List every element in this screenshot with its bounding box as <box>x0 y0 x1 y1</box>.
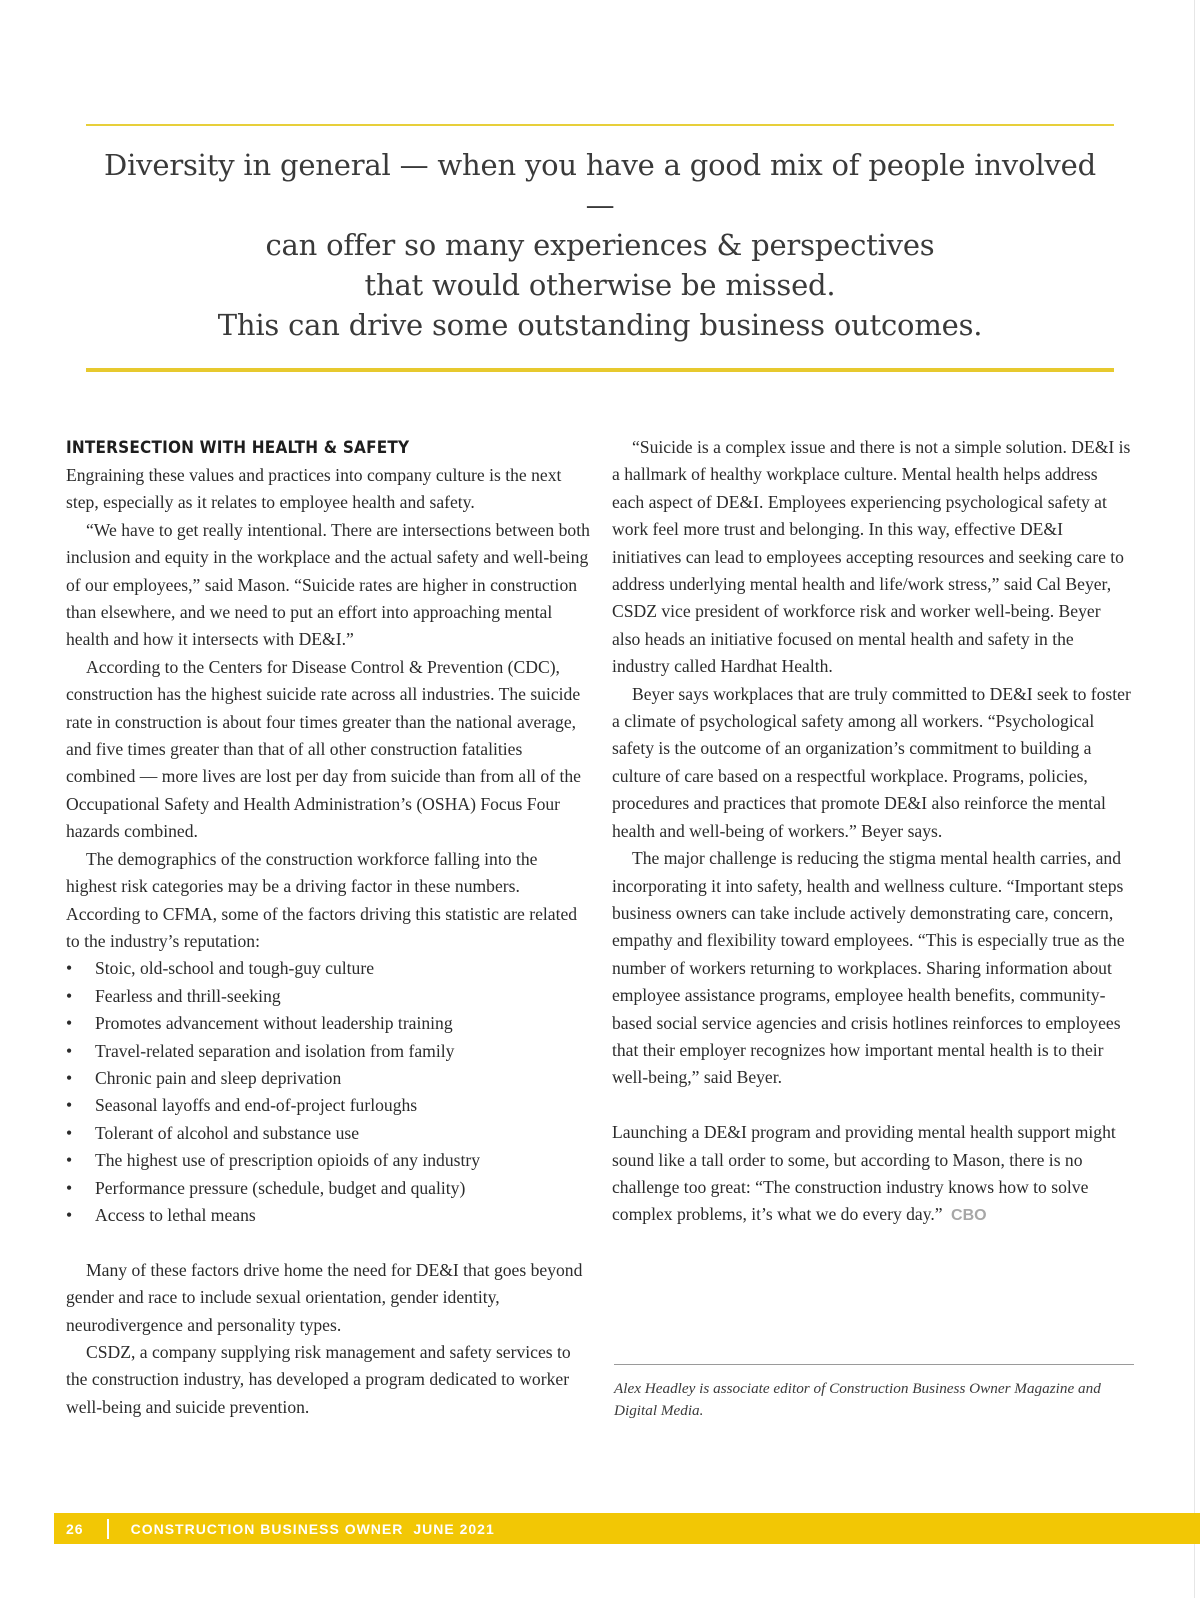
list-item <box>66 1038 590 1065</box>
page-number: 26 <box>66 1520 84 1537</box>
closing-paragraph-text: Launching a DE&I program and providing mental health support might sound like a tall order to some, but according to Mason, there is no challenge too great: “The construction industry knows how to solve complex problems, it’s what we do every day.” <box>612 1122 1116 1225</box>
pull-quote-line: that would otherwise be missed. <box>364 268 836 302</box>
list-item-text: Travel-related separation and isolation from family <box>95 1040 455 1061</box>
byline-rule <box>614 1364 1134 1365</box>
footer-divider <box>107 1519 109 1539</box>
list-item <box>66 1120 590 1147</box>
list-item <box>66 1175 590 1202</box>
closing-paragraph <box>612 1119 1132 1230</box>
spacer <box>612 1092 1132 1119</box>
bullet-icon: • <box>66 1040 73 1061</box>
footer-bar <box>54 1513 1200 1544</box>
bullet-icon: • <box>66 1150 73 1171</box>
author-byline <box>614 1364 1134 1422</box>
paragraph: CSDZ, a company supplying risk management and safety services to the construction industry, has developed a program dedicated to worker well-being and suicide prevention. <box>66 1341 571 1417</box>
bullet-icon: • <box>66 1177 73 1198</box>
page-edge-line <box>1194 0 1195 1598</box>
bullet-icon: • <box>66 1013 73 1034</box>
risk-factor-list <box>66 955 590 1229</box>
list-item-text: The highest use of prescription opioids of any industry <box>95 1150 481 1171</box>
pull-quote-bottom-rule <box>86 368 1114 372</box>
list-item-text: Promotes advancement without leadership training <box>95 1013 453 1034</box>
list-item <box>66 1092 590 1119</box>
list-item <box>66 955 590 982</box>
list-item-text: Stoic, old-school and tough-guy culture <box>95 958 375 979</box>
paragraph: Beyer says workplaces that are truly committed to DE&I seek to foster a climate of psychological safety among all workers. “Psychological safety is the outcome of an organization’s commitment to building a culture of care based on a respectful workplace. Programs, policies, procedures and practices that promote DE&I also reinforce the mental health and well-being of workers.” Beyer says. <box>612 683 1131 841</box>
list-item <box>66 1065 590 1092</box>
bullet-icon: • <box>66 1067 73 1088</box>
section-heading: INTERSECTION WITH HEALTH & SAFETY <box>66 438 410 458</box>
list-item <box>66 1010 590 1037</box>
byline-text: Alex Headley is associate editor of Construction Business Owner Magazine and Digital Media. <box>614 1380 1101 1419</box>
pull-quote-line: This can drive some outstanding business outcomes. <box>217 308 983 342</box>
pull-quote <box>86 124 1114 372</box>
pull-quote-text <box>86 126 1114 368</box>
cbo-end-mark: CBO <box>951 1207 987 1225</box>
right-column <box>612 434 1132 1230</box>
pull-quote-line: Diversity in general — when you have a good mix of people involved — <box>104 148 1096 222</box>
paragraph: Many of these factors drive home the need for DE&I that goes beyond gender and race to include sexual orientation, gender identity, neurodivergence and personality types. <box>66 1259 583 1335</box>
bullet-icon: • <box>66 985 73 1006</box>
left-column <box>66 434 590 1421</box>
publication-name: CONSTRUCTION BUSINESS OWNER <box>130 1520 404 1537</box>
paragraph: The demographics of the construction workforce falling into the highest risk categories may be a driving factor in these numbers. According to CFMA, some of the factors driving this statistic are related to the industry’s reputation: <box>66 848 578 951</box>
paragraph: According to the Centers for Disease Control & Prevention (CDC), construction has the highest suicide rate across all industries. The suicide rate in construction is about four times greater than the national average, and five times greater than that of all other construction fatalities combined — more lives are lost per day from suicide than from all of the Occupational Safety and Health Administration’s (OSHA) Focus Four hazards combined. <box>66 656 581 842</box>
pull-quote-line: can offer so many experiences & perspectives <box>265 228 935 262</box>
list-item-text: Tolerant of alcohol and substance use <box>95 1122 360 1143</box>
list-item-text: Performance pressure (schedule, budget and quality) <box>95 1177 466 1198</box>
list-item-text: Access to lethal means <box>95 1204 256 1225</box>
paragraph: “We have to get really intentional. There are intersections between both inclusion and equity in the workplace and the actual safety and well-being of our employees,” said Mason. “Suicide rates are higher in construction than elsewhere, and we need to put an effort into approaching mental health and how it intersects with DE&I.” <box>66 519 590 650</box>
list-item-text: Chronic pain and sleep deprivation <box>95 1067 342 1088</box>
bullet-icon: • <box>66 1122 73 1143</box>
bullet-icon: • <box>66 1204 73 1225</box>
paragraph: “Suicide is a complex issue and there is not a simple solution. DE&I is a hallmark of healthy workplace culture. Mental health helps address each aspect of DE&I. Employees experiencing psychological safety at work feel more trust and belonging. In this way, effective DE&I initiatives can lead to employees accepting resources and seeking care to address underlying mental health and life/work stress,” said Cal Beyer, CSDZ vice president of workforce risk and worker well-being. Beyer also heads an initiative focused on mental health and safety in the industry called Hardhat Health. <box>612 437 1131 677</box>
list-item-text: Fearless and thrill-seeking <box>95 985 281 1006</box>
bullet-icon: • <box>66 1095 73 1116</box>
list-item <box>66 983 590 1010</box>
list-item <box>66 1147 590 1174</box>
spacer <box>66 1229 590 1256</box>
issue-date: JUNE 2021 <box>413 1520 495 1537</box>
list-item-text: Seasonal layoffs and end-of-project furloughs <box>95 1095 418 1116</box>
bullet-icon: • <box>66 958 73 979</box>
paragraph: Engraining these values and practices into company culture is the next step, especially as it relates to employee health and safety. <box>66 465 562 513</box>
paragraph: The major challenge is reducing the stigma mental health carries, and incorporating it into safety, health and wellness culture. “Important steps business owners can take include actively demonstrating care, concern, empathy and flexibility toward employees. “This is especially true as the number of workers returning to workplaces. Sharing information about employee assistance programs, employee health benefits, community-based social service agencies and crisis hotlines reinforces to employees that their employer recognizes how important mental health is to their well-being,” said Beyer. <box>612 848 1125 1088</box>
list-item <box>66 1202 590 1229</box>
